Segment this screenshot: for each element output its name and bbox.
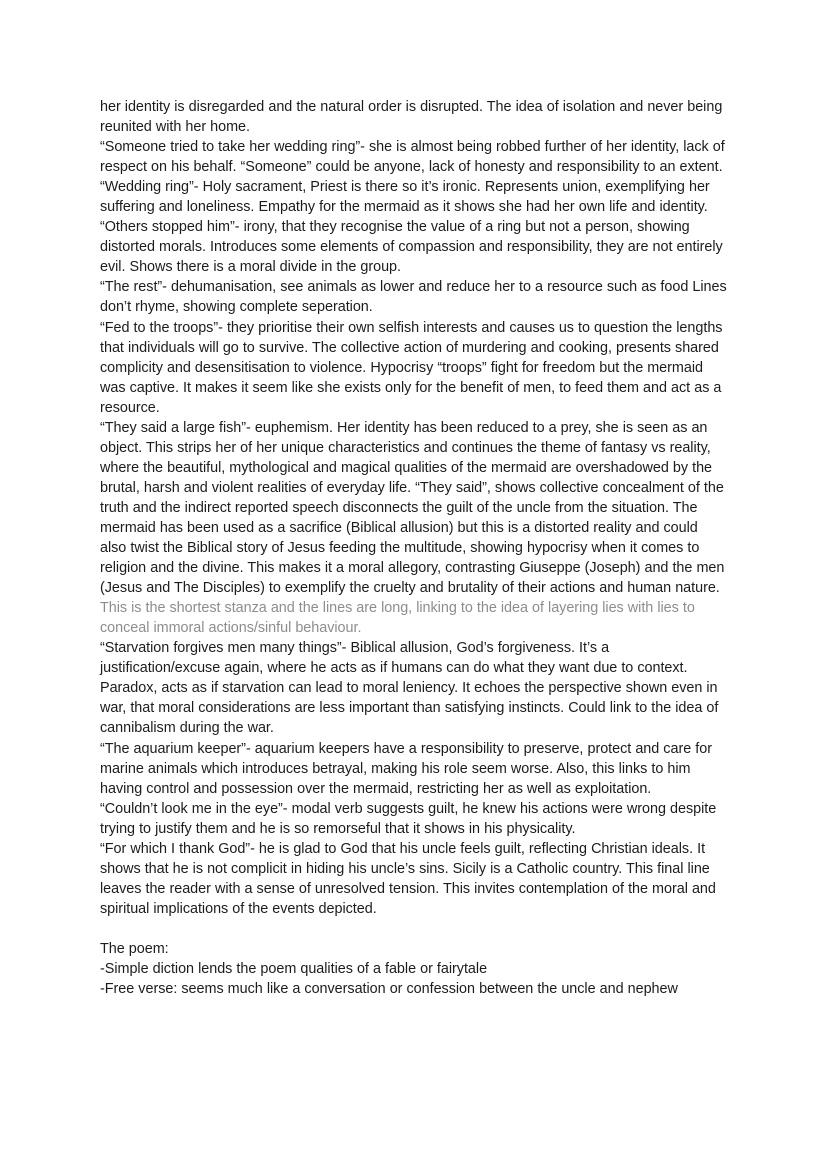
blank-line-separator: [100, 919, 728, 939]
bullet-free-verse: -Free verse: seems much like a conversation or confession between the uncle and nephew: [100, 981, 678, 998]
paragraph-couldnt-look-me-in-the-eye: “Couldn’t look me in the eye”- modal verb suggests guilt, he knew his actions were wrong despite trying to justify them and he is so remorseful that it shows in his physicality.: [100, 800, 717, 837]
paragraph-large-fish-muted-run: This is the shortest stanza and the lines are long, linking to the idea of layering lies with lies to conceal immoral actions/sinful behaviour.: [100, 600, 695, 637]
paragraph-they-said-a-large-fish: [100, 418, 728, 639]
heading-the-poem: The poem:: [100, 940, 169, 957]
document-text-column: [100, 97, 728, 999]
bullet-simple-diction: -Simple diction lends the poem qualities of a fable or fairytale: [100, 961, 488, 978]
paragraph-identity-disregarded: her identity is disregarded and the natural order is disrupted. The idea of isolation and never being reunited with her home.: [100, 99, 723, 136]
paragraph-others-stopped-him: “Others stopped him”- irony, that they recognise the value of a ring but not a person, showing distorted morals. Introduces some elements of compassion and responsibility, they are not entirely evil. Shows there is a moral divide in the group.: [100, 219, 723, 276]
paragraph-wedding-ring: “Someone tried to take her wedding ring”- she is almost being robbed further of her identity, lack of respect on his behalf. “Someone” could be anyone, lack of honesty and responsibility to an extent. “Wedding ring”- Holy sacrament, Priest is there so it’s ironic. Represents union, exemplifying her suffering and loneliness. Empathy for the mermaid as it shows she had her own life and identity.: [100, 139, 725, 216]
paragraph-the-rest: “The rest”- dehumanisation, see animals as lower and reduce her to a resource such as food Lines don’t rhyme, showing complete seperation.: [100, 279, 727, 316]
paragraph-fed-to-the-troops: “Fed to the troops”- they prioritise their own selfish interests and causes us to question the lengths that individuals will go to survive. The collective action of murdering and cooking, presents shared complicity and desensitisation to violence. Hypocrisy “troops” fight for freedom but the mermaid was captive. It makes it seem like she exists only for the benefit of men, to feed them and act as a resource.: [100, 319, 723, 416]
paragraph-for-which-i-thank-god: “For which I thank God”- he is glad to God that his uncle feels guilt, reflecting Christian ideals. It shows that he is not complicit in hiding his uncle’s sins. Sicily is a Catholic country. This final line leaves the reader with a sense of unresolved tension. This invites contemplation of the moral and spiritual implications of the events depicted.: [100, 840, 716, 917]
paragraph-large-fish-dark-run: “They said a large fish”- euphemism. Her identity has been reduced to a prey, she is seen as an object. This strips her of her unique characteristics and continues the theme of fantasy vs reality, where the beautiful, mythological and magical qualities of the mermaid are overshadowed by the brutal, harsh and violent realities of everyday life. “They said”, shows collective concealment of the truth and the indirect reported speech disconnects the guilt of the uncle from the situation. The mermaid has been used as a sacrifice (Biblical allusion) but this is a distorted reality and could also twist the Biblical story of Jesus feeding the multitude, showing hypocrisy when it comes to religion and the divine. This makes it a moral allegory, contrasting Giuseppe (Joseph) and the men (Jesus and The Disciples) to exemplify the cruelty and brutality of their actions and human nature.: [100, 419, 725, 597]
paragraph-starvation-forgives: “Starvation forgives men many things”- Biblical allusion, God’s forgiveness. It’s a justification/excuse again, where he acts as if humans can do what they want due to context. Paradox, acts as if starvation can lead to moral leniency. It echoes the perspective shown even in war, that moral considerations are less important than satisfying instincts. Could link to the idea of cannibalism during the war.: [100, 640, 719, 737]
paragraph-aquarium-keeper: “The aquarium keeper”- aquarium keepers have a responsibility to preserve, protect and care for marine animals which introduces betrayal, making his role seem worse. Also, this links to him having control and possession over the mermaid, restricting her as well as exploitation.: [100, 740, 712, 797]
